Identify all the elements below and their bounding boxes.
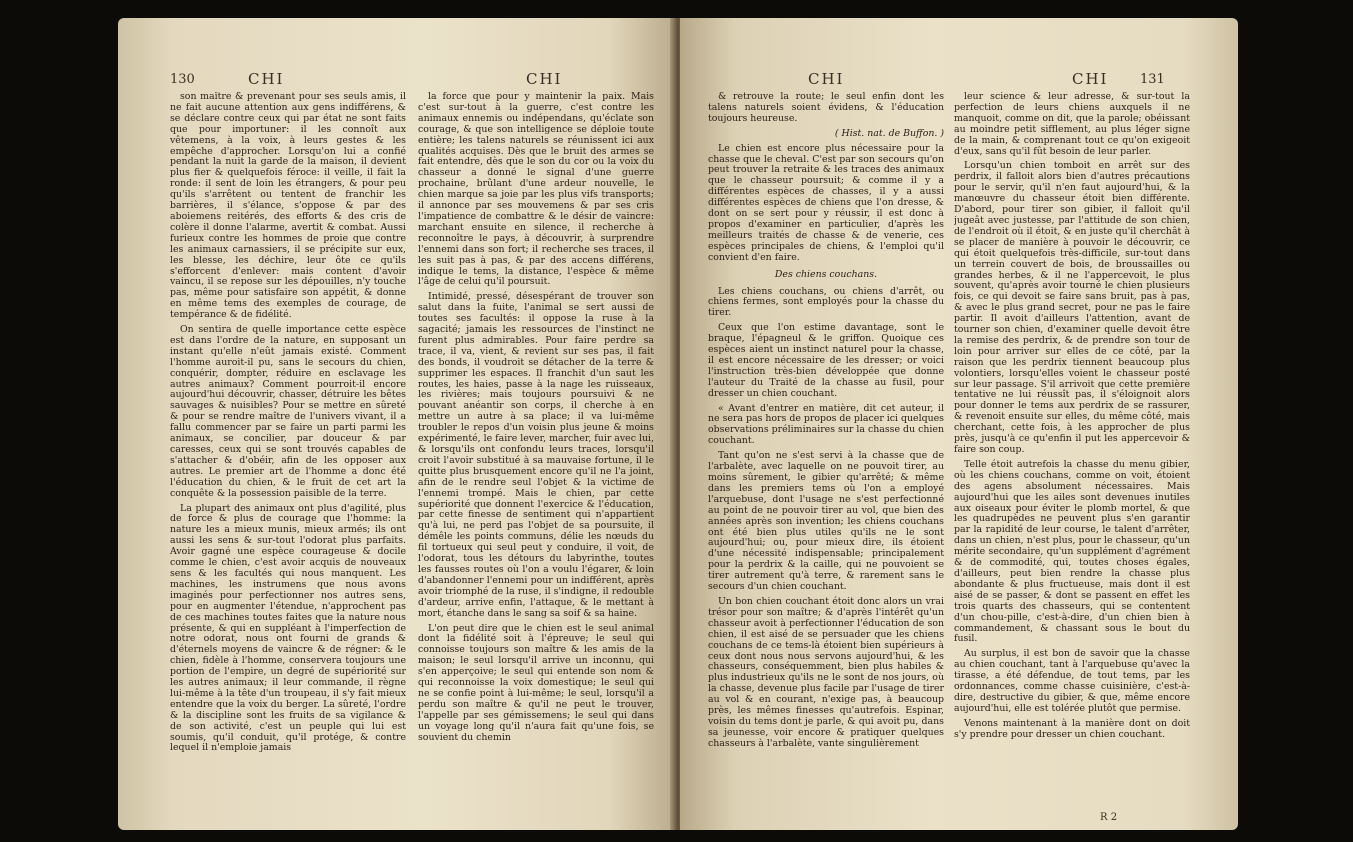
paragraph: Telle étoit autrefois la chasse du menu gibier, où les chiens couchans, comme on voit, étoient des agens absolument nécessaires. Mais aujourd'hui que les ailes sont devenues inutiles aux oiseaux pour éviter le plomb mortel, & que les quadrupèdes ne peuvent plus s'en garantir par la rapidité de leur course, le talent d'arrêter, dans un chien, n'est plus, pour le chasseur, qu'un mérite secondaire, qu'un supplément d'agrément & de commodité, qui, toutes choses égales, d'ailleurs, peut bien rendre la chasse plus abondante & plus fructueuse, mais dont il est aisé de se passer, & dont se passent en effet les trois quarts des chasseurs, qui se contentent d'un chou-pille, c'est-à-dire, d'un chien bien à commandement, & chassant sous le bout du fusil. (954, 458, 1190, 645)
paragraph: Venons maintenant à la manière dont on doit s'y prendre pour dresser un chien couchant. (954, 717, 1190, 740)
text-column-2 (418, 92, 654, 812)
paragraph: Au surplus, il est bon de savoir que la chasse au chien couchant, tant à l'arquebuse qu'avec la tirasse, a été défendue, de tout tems, par les ordonnances, comme chasse cuisinière, c'est-à-dire, destructive du gibier, & que, même encore aujourd'hui, elle est tolérée plutôt que permise. (954, 648, 1190, 714)
paragraph: On sentira de quelle importance cette espèce est dans l'ordre de la nature, en supposant un instant qu'elle n'eût jamais existé. Comment l'homme auroit-il pu, sans le secours du chien, conquérir, dompter, réduire en esclavage les autres animaux? Comment pourroit-il encore aujourd'hui découvrir, chasser, détruire les bêtes sauvages & nuisibles? Pour se mettre en sûreté & pour se rendre maître de l'univers vivant, il a fallu commencer par se faire un parti parmi les animaux, se concilier, par douceur & par caresses, ceux qui se sont trouvés capables de s'attacher & d'obéir, afin de les opposer aux autres. Le premier art de l'homme a donc été l'éducation du chien, & le fruit de cet art la conquête & la possession paisible de la terre. (170, 324, 406, 499)
running-header: CHI (526, 70, 563, 88)
open-book (118, 18, 1238, 830)
page-number: 130 (170, 72, 195, 87)
text-column-2 (954, 92, 1190, 812)
paragraph: « Avant d'entrer en matière, dit cet auteur, il ne sera pas hors de propos de placer ici quelques observations préliminaires sur la chasse du chien couchant. (708, 402, 944, 447)
paragraph: la force que pour y maintenir la paix. Mais c'est sur-tout à la guerre, c'est contre les animaux ennemis ou indépendans, qu'éclate son courage, & que son intelligence se déploie toute entière; les talens naturels se réunissent ici aux qualités acquises. Dès que le bruit des armes se fait entendre, dès que le son du cor ou la voix du chasseur a donné le signal d'une guerre prochaine, brûlant d'une ardeur nouvelle, le chien marque sa joie par les plus vifs transports; il annonce par ses mouvemens & par ses cris l'impatience de combattre & le désir de vaincre: marchant ensuite en silence, il recherche à reconnoître le pays, à découvrir, à surprendre l'ennemi dans son fort; il recherche ses traces, il les suit pas à pas, & par des accens différens, indique le tems, la distance, l'espèce & même l'âge de celui qu'il poursuit. (418, 92, 654, 288)
paragraph: La plupart des animaux ont plus d'agilité, plus de force & plus de courage que l'homme: la nature les a mieux munis, mieux armés; ils ont aussi les sens & sur-tout l'odorat plus parfaits. Avoir gagné une espèce courageuse & docile comme le chien, c'est avoir acquis de nouveaux sens & les facultés qui nous manquent. Les machines, les instrumens que nous avons imaginés pour perfectionner nos autres sens, pour en augmenter l'étendue, n'approchent pas de ces machines toutes faites que la nature nous présente, & qui en suppléant à l'imperfection de notre odorat, nous ont fourni de grands & d'éternels moyens de vaincre & de régner: & le chien, fidèle à l'homme, conservera toujours une portion de l'empire, un degré de supériorité sur les autres animaux; il leur commande, il règne lui-même à la tête d'un troupeau, il s'y fait mieux entendre que la voix du berger. La sûreté, l'ordre & la discipline sont les fruits de sa vigilance & de son activité, c'est un peuple qui lui est soumis, qu'il conduit, qu'il protége, & contre lequel il n'emploie jamais (170, 502, 406, 754)
text-column-1 (708, 92, 944, 812)
paragraph: Tant qu'on ne s'est servi à la chasse que de l'arbalète, avec laquelle on ne pouvoit tirer, au moins sûrement, le gibier qu'arrêté; & même dans les premiers tems où l'on a employé l'arquebuse, dont l'usage ne s'est perfectionné au point de ne pouvoir tirer au vol, que bien des années après son invention; les chiens couchans ont été bien plus utiles qu'ils ne le sont aujourd'hui; ou, pour mieux dire, ils étoient d'une nécessité indispensable; principalement pour la perdrix & la caille, qui ne pouvoient se tirer autrement qu'à terre, & rarement sans le secours d'un chien couchant. (708, 450, 944, 593)
running-header: CHI (248, 70, 285, 88)
paragraph: son maître & prevenant pour ses seuls amis, il ne fait aucune attention aux gens indifférens, & se déclare contre ceux qui par état ne sont faits que pour importuner: il les connoît aux vêtemens, à la voix, à leurs gestes & les empêche d'approcher. Lorsqu'on lui a confié pendant la nuit la garde de la maison, il devient plus fier & quelquefois féroce: il veille, il fait la ronde: il sent de loin les étrangers, & pour peu qu'ils s'arrêtent ou tentent de franchir les barrières, il s'élance, s'oppose & par des aboiemens reitérés, des efforts & des cris de colère il donne l'alarme, avertit & combat. Aussi furieux contre les hommes de proie que contre les animaux carnassiers, il se précipite sur eux, les blesse, les déchire, leur ôte ce qu'ils s'efforcent d'enlever: mais content d'avoir vaincu, il se repose sur les dépouilles, n'y touche pas, même pour satisfaire son appétit, & donne en même tems des exemples de courage, de tempérance & de fidélité. (170, 92, 406, 321)
left-page (118, 18, 676, 830)
paragraph: L'on peut dire que le chien est le seul animal dont la fidélité soit à l'épreuve; le seul qui connoisse toujours son maître & les amis de la maison; le seul lorsqu'il arrive un inconnu, qui s'en apperçoive; le seul qui entende son nom & qui reconnoisse la voix domestique; le seul qui ne se confie point à lui-même; le seul, lorsqu'il a perdu son maître & qu'il ne peut le trouver, l'appelle par ses gémissemens; le seul qui dans un voyage long qu'il n'aura fait qu'une fois, se souvient du chemin (418, 622, 654, 743)
paragraph: Un bon chien couchant étoit donc alors un vrai trésor pour son maître; & d'après l'intérêt qu'un chasseur avoit à perfectionner l'éducation de son chien, il est aisé de se persuader que les chiens couchans de ce tems-là étoient bien supérieurs à ceux dont nous nous servons aujourd'hui, & les chasseurs, conséquemment, bien plus habiles & plus industrieux qu'ils ne le sont de nos jours, où la chasse, devenue plus facile par l'usage de tirer au vol & en courant, n'exige pas, à beaucoup près, les mêmes finesses qu'autrefois. Espinar, voisin du tems dont je parle, & qui avoit pu, dans sa jeunesse, voir encore & pratiquer quelques chasseurs à l'arbalète, vante singulièrement (708, 595, 944, 749)
paragraph: Intimidé, pressé, désespérant de trouver son salut dans la fuite, l'animal se sert aussi de toutes ses facultés: il oppose la ruse à la sagacité; jamais les ressources de l'instinct ne furent plus admirables. Pour faire perdre sa trace, il va, vient, & revient sur ses pas, il fait des bonds, il voudroit se détacher de la terre & supprimer les espaces. Il franchit d'un saut les routes, les haies, passe à la nage les ruisseaux, les rivières; mais toujours poursuivi & ne pouvant anéantir son corps, il cherche à en mettre un autre à sa place; il va lui-même troubler le repos d'un voisin plus jeune & moins expérimenté, le faire lever, marcher, fuir avec lui, & lorsqu'ils ont confondu leurs traces, lorsqu'il croit l'avoir substitué à sa mauvaise fortune, il le quitte plus brusquement encore qu'il ne l'a joint, afin de le rendre seul l'objet & la victime de l'ennemi trompé. Mais le chien, par cette supériorité que donnent l'exercice & l'éducation, par cette finesse de sentiment qui n'appartient qu'à lui, ne perd pas l'objet de sa poursuite, il démêle les points communs, délie les nœuds du fil tortueux qui seul peut y conduire, il voit, de l'odorat, tous les détours du labyrinthe, toutes les fausses routes où l'on a voulu l'égarer, & loin d'abandonner l'ennemi pour un indifférent, après avoir triomphé de la ruse, il s'indigne, il redouble d'ardeur, arrive enfin, l'attaque, & le mettant à mort, étanche dans le sang sa soif & sa haine. (418, 291, 654, 619)
text-column-1 (170, 92, 406, 812)
paragraph: Lorsqu'un chien tomboit en arrêt sur des perdrix, il falloit alors bien d'autres précautions pour le servir, qu'il n'en faut aujourd'hui, & la manœuvre du chasseur étoit bien différente. D'abord, pour tirer son gibier, il falloit qu'il jugeât avec justesse, par l'attitude de son chien, de l'endroit où il étoit, & en juste qu'il cherchât à se placer de manière à pouvoir le découvrir, ce qui étoit quelquefois très-difficile, sur-tout dans un terrein couvert de bois, de broussailles ou grandes herbes, & il ne l'appercevoit, le plus souvent, qu'après avoir tourné le chien plusieurs fois, ce qui devoit se faire sans bruit, pas à pas, & avec le plus grand secret, pour ne pas le faire partir. Il avoit d'ailleurs l'attention, avant de tourner son chien, d'examiner quelle devoit être la remise des perdrix, & de prendre son tour de loin pour arriver sur elles de ce côté, par la raison que les perdrix tiennent beaucoup plus volontiers, lorsqu'elles voient le chasseur posté sur leur passage. S'il arrivoit que cette première tentative ne lui réussît pas, il s'éloignoit alors pour donner le tems aux perdrix de se rassurer, & revenoit ensuite sur elles, du même côté, mais cherchant, cette fois, à les approcher de plus près, jusqu'à ce qu'enfin il put les appercevoir & faire son coup. (954, 160, 1190, 455)
paragraph: leur science & leur adresse, & sur-tout la perfection de leurs chiens auxquels il ne manquoit, comme on dit, que la parole; obéissant au moindre petit sifflement, au plus léger signe de la main, & comprenant tout ce qu'on exigeoit d'eux, sans qu'il fût besoin de leur parler. (954, 92, 1190, 157)
running-header: CHI (808, 70, 845, 88)
right-page (680, 18, 1238, 830)
citation: ( Hist. nat. de Buffon. ) (834, 127, 944, 139)
paragraph: Ceux que l'on estime davantage, sont le braque, l'épagneul & le griffon. Quoique ces espèces aient un instinct naturel pour la chasse, il est encore nécessaire de les dresser; or voici l'instruction très-bien développée que donne l'auteur du Traité de la chasse au fusil, pour dresser un chien couchant. (708, 322, 944, 399)
section-heading: Des chiens couchans. (774, 268, 878, 280)
signature-mark: R 2 (1100, 812, 1118, 823)
paragraph: Les chiens couchans, ou chiens d'arrêt, ou chiens fermes, sont employés pour la chasse du tirer. (708, 285, 944, 319)
page-number: 131 (1140, 72, 1165, 87)
paragraph: Le chien est encore plus nécessaire pour la chasse que le cheval. C'est par son secours qu'on peut trouver la retraite & les traces des animaux que le chasseur poursuit; & comme il y a différentes espèces de chasses, il y a aussi différentes espèces de chiens que l'on dresse, & dont on se sert pour y réussir, il est donc à propos d'examiner en particulier, d'après les meilleurs traités de chasse & de venerie, ces espèces principales de chiens, & l'emploi qu'il convient d'en faire. (708, 142, 944, 263)
paragraph: & retrouve la route; le seul enfin dont les talens naturels soient évidens, & l'éducation toujours heureuse. (708, 92, 944, 124)
running-header: CHI (1072, 70, 1109, 88)
